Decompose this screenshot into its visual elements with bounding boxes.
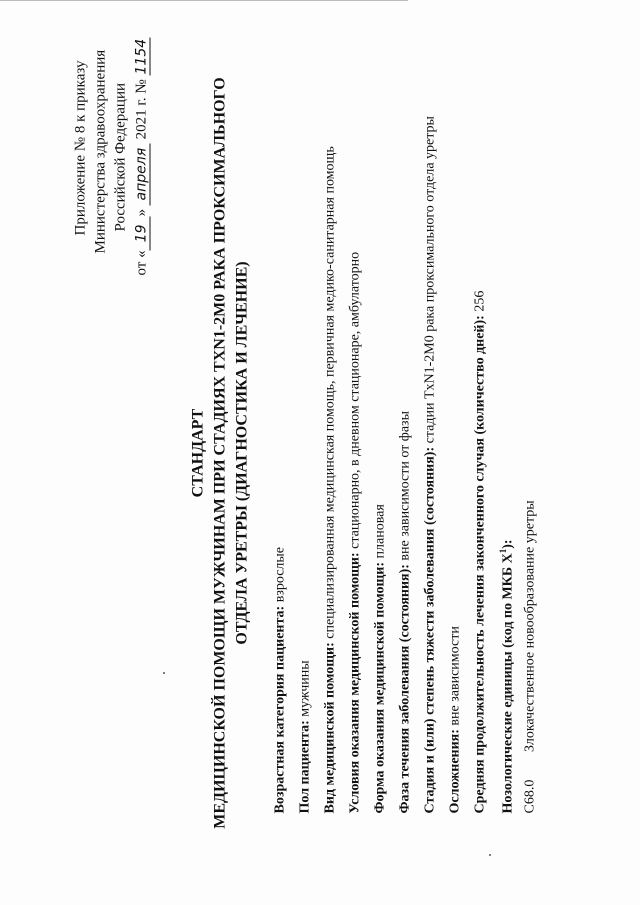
field-treatment-duration [473, 290, 487, 813]
icd-code-row [523, 500, 537, 813]
document-title-line-2: МЕДИЦИНСКОЙ ПОМОЩИ МУЖЧИНАМ ПРИ СТАДИЯХ TXN1-2M0 РАКА ПРОКСИМАЛЬНОГО [211, 76, 228, 829]
document-title: СТАНДАРТ [189, 408, 206, 497]
field-patient-sex [298, 660, 312, 813]
field-value: специализированная медицинская помощь, первичная медико-санитарная помощь [322, 145, 337, 639]
approval-line-2: Министерства здравоохранения [92, 49, 108, 253]
field-care-conditions [348, 251, 362, 813]
field-value: вне зависимости [447, 625, 462, 726]
field-label: Фаза течения заболевания (состояния): [397, 563, 412, 813]
field-care-form [373, 504, 387, 813]
date-prefix: от « [133, 249, 149, 275]
field-value: 256 [472, 290, 487, 312]
field-disease-phase [398, 411, 412, 814]
field-value: стационарно, в дневном стационаре, амбулаторно [347, 251, 362, 549]
handwritten-day: 19 [133, 216, 150, 250]
field-label: Пол пациента: [297, 719, 312, 813]
footnote-marker: 1 [497, 548, 507, 553]
field-label: Осложнения: [447, 728, 462, 813]
field-label-text: Нозологические единицы (код по МКБ X [499, 552, 515, 813]
date-year-suffix: 2021 г. № [133, 78, 149, 139]
icd-description: Злокачественное новообразование уретры [522, 499, 537, 752]
field-label [497, 538, 515, 813]
field-nosological-units [498, 539, 515, 813]
field-label: Возрастная категория пациента: [272, 605, 287, 813]
field-value: взрослые [272, 546, 287, 602]
field-age-category [273, 546, 287, 813]
field-label: Стадия и (или) степень тяжести заболевания (состояния): [422, 446, 437, 813]
field-care-type [323, 146, 337, 813]
field-value: плановая [372, 503, 387, 558]
field-label: Вид медицинской помощи: [322, 641, 337, 813]
date-mid: » [133, 208, 149, 216]
field-label: Условия оказания медицинской помощи: [347, 551, 362, 813]
handwritten-month: апреля [133, 143, 150, 205]
field-label-end: ): [499, 538, 515, 549]
field-value: мужчины [297, 659, 312, 717]
icd-code: C68.0 [522, 779, 537, 813]
field-disease-stage [423, 116, 437, 813]
field-value: вне зависимости от фазы [397, 410, 412, 561]
field-complications [448, 626, 462, 813]
field-value: стадии TxN1-2M0 рака проксимального отдела уретры [422, 115, 437, 443]
document-title-line-3: ОТДЕЛА УРЕТРЫ (ДИАГНОСТИКА И ЛЕЧЕНИЕ) [233, 260, 250, 645]
approval-line-1: Приложение № 8 к приказу [72, 60, 88, 235]
handwritten-order-number: 1154 [133, 38, 149, 74]
field-label: Форма оказания медицинской помощи: [372, 561, 387, 813]
field-label: Средняя продолжительность лечения законченного случая (количество дней): [472, 314, 487, 813]
approval-date-line [133, 37, 150, 275]
approval-line-3: Российской Федерации [112, 82, 128, 231]
